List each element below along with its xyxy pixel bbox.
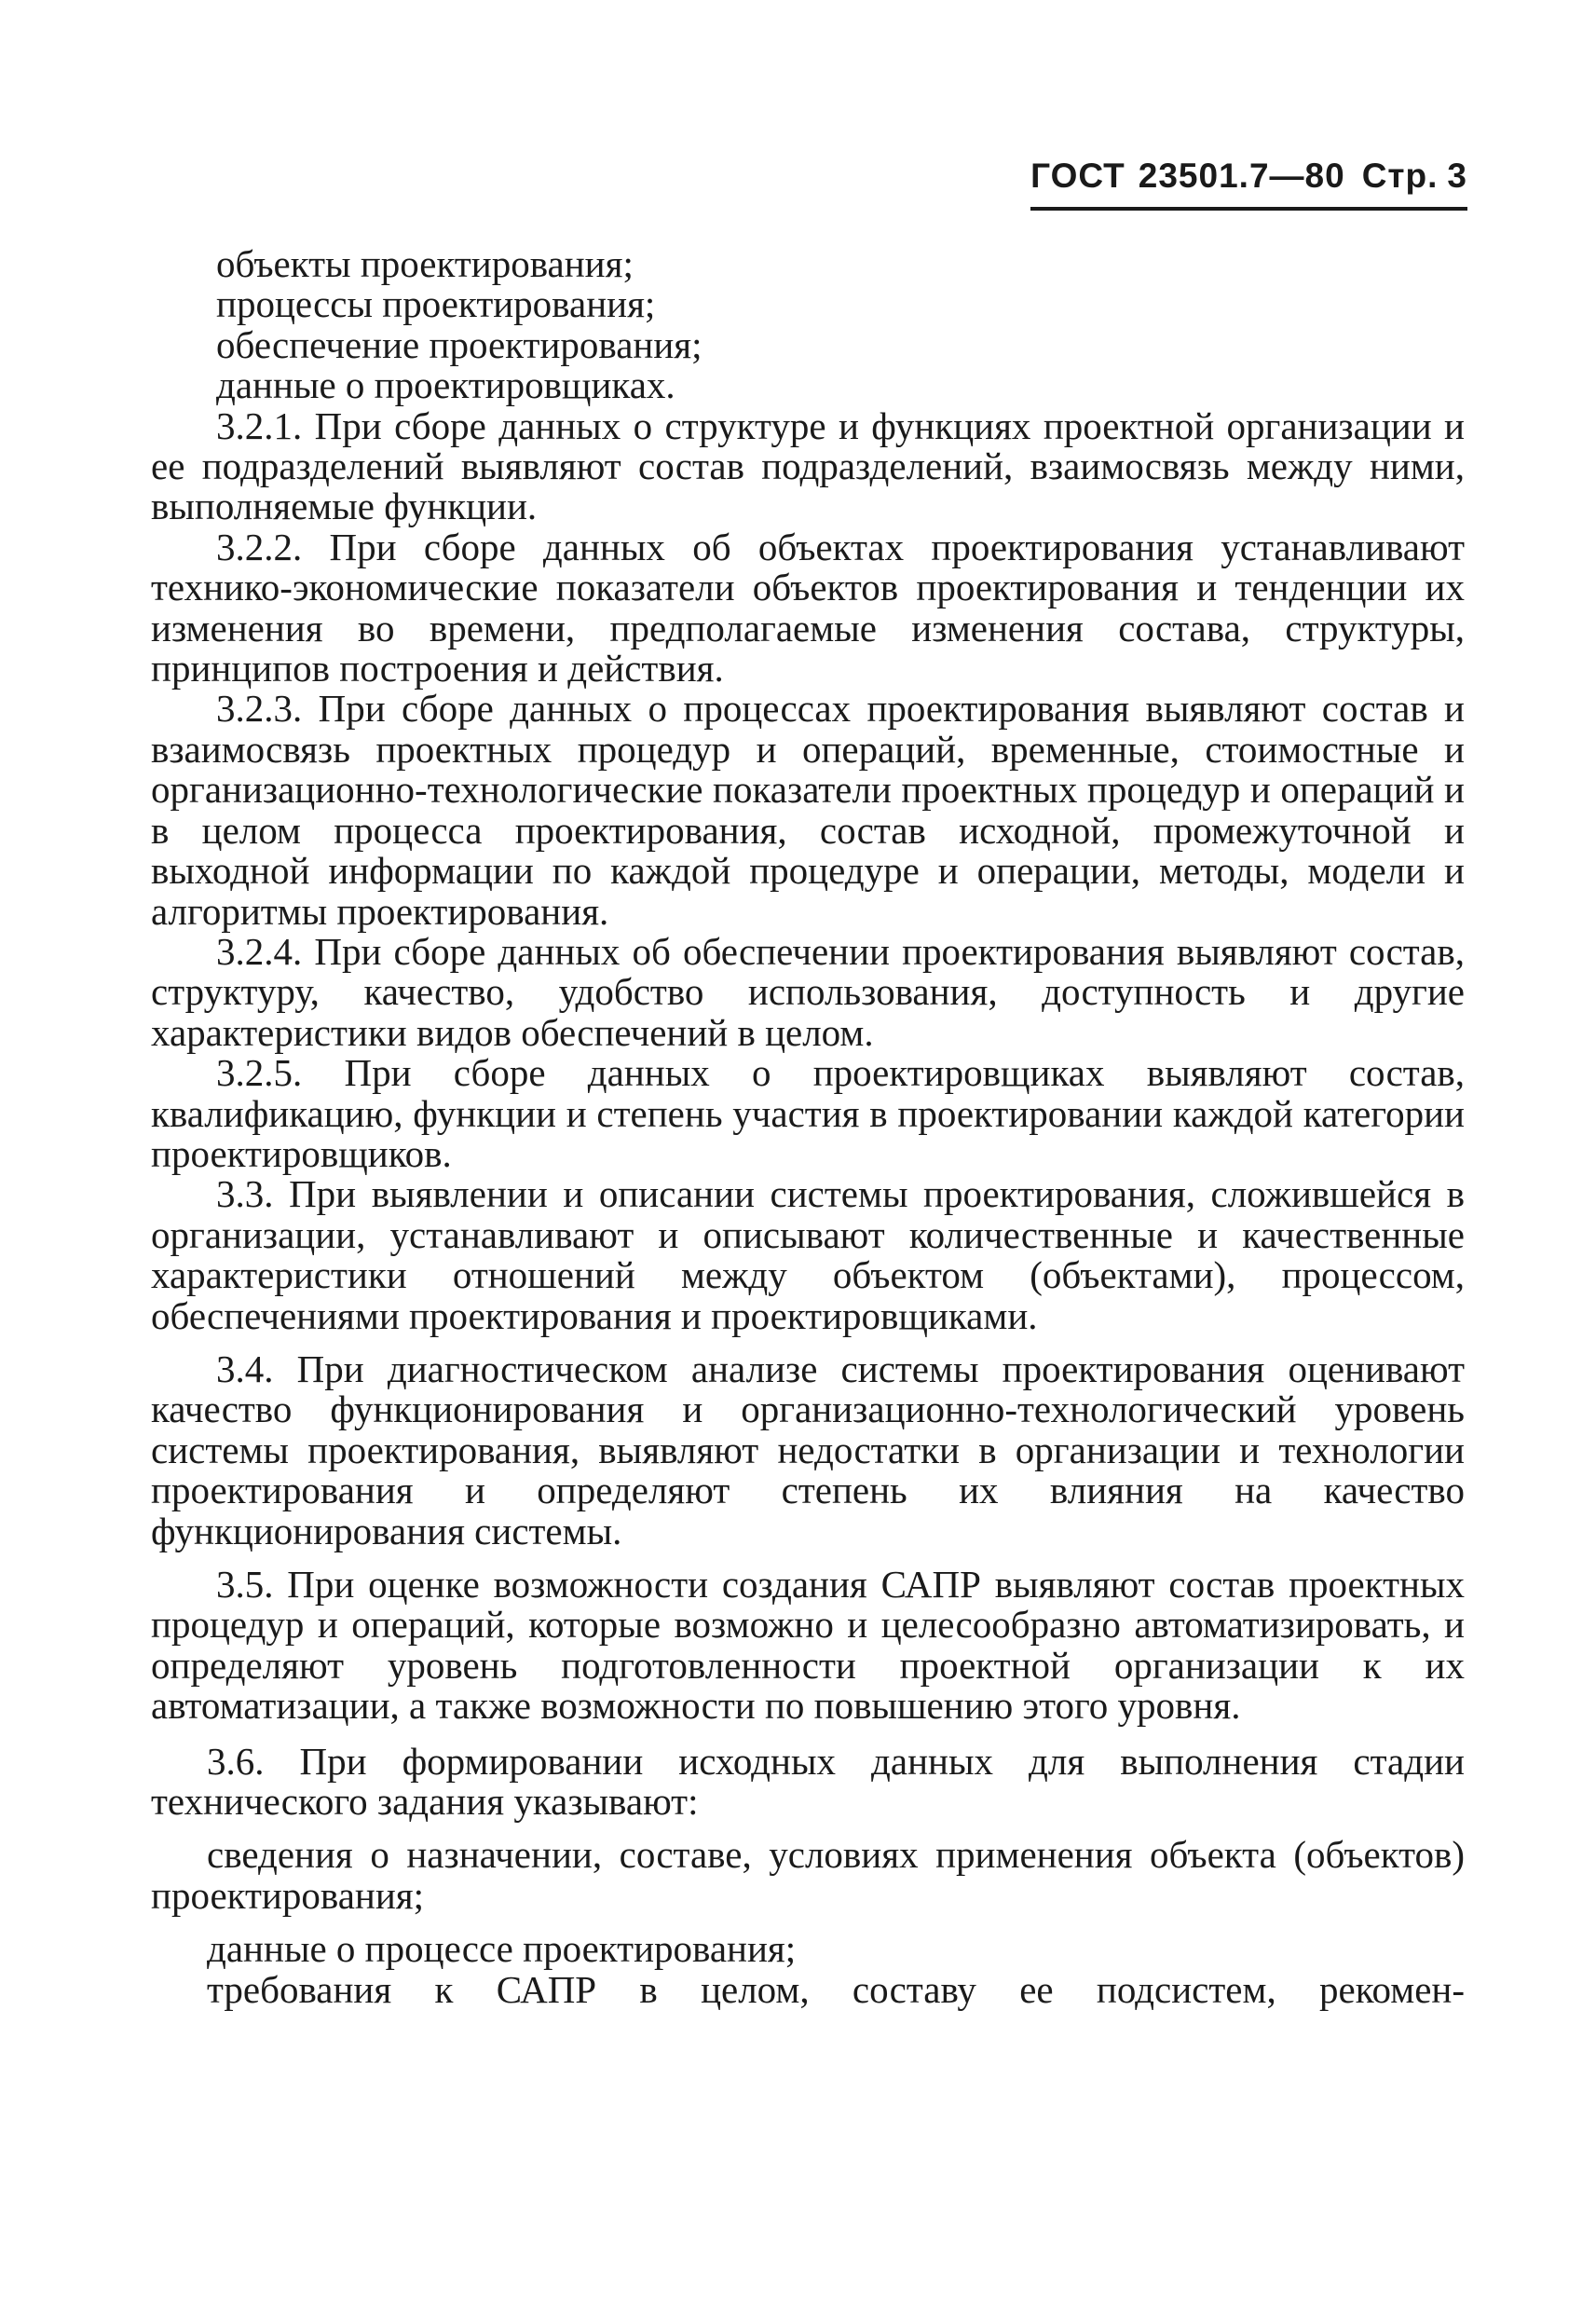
paragraph-3-2-1: 3.2.1. При сборе данных о структуре и функциях проектной организации и ее подразделений выявляют состав подразделений, взаимосвязь между ними, выполняемые функции. [151,403,1465,528]
paragraph-3-6: 3.6. При формировании исходных данных для выполнения стадии технического задания указывают: [151,1739,1465,1824]
page-label: Стр. [1361,157,1439,195]
standard-label: ГОСТ [1030,157,1125,195]
paragraph-3-2-4: 3.2.4. При сборе данных об обеспечении проектирования выявляют состав, структуру, качество, удобство использования, доступность и другие характеристики видов обеспечений в целом. [151,929,1465,1054]
indication-item: сведения о назначении, составе, условиях применения объекта (объектов) проектирования; [151,1833,1465,1917]
page-header [1030,157,1467,211]
list-item: объекты проектирования; [216,242,634,285]
indication-item: данные о процессе проектирования; [207,1927,797,1971]
list-item: данные о проектировщиках. [216,363,675,407]
paragraph-3-5: 3.5. При оценке возможности создания САПР выявляют состав проектных процедур и операций, которые возможно и целесообразно автоматизировать, и определяют уровень подготовленности проектной организации к их автоматизации, а также возможности по повышению этого уровня. [151,1563,1465,1728]
list-item: процессы проектирования; [216,282,656,326]
indication-item: требования к САПР в целом, составу ее подсистем, рекомен- [207,1967,1465,2011]
paragraph-3-4: 3.4. При диагностическом анализе системы проектирования оценивают качество функционирования и организационно-технологический уровень системы проектирования, выявляют недостатки в организации и технологии проектирования и определяют степень их влияния на качество функционирования системы. [151,1347,1465,1552]
list-item: обеспечение проектирования; [216,322,703,366]
paragraph-3-2-2: 3.2.2. При сборе данных об объектах проектирования устанавливают технико-экономические показатели объектов проектирования и тенденции их изменения во времени, предполагаемые изменения состава, структуры, принципов построения и действия. [151,525,1465,691]
paragraph-3-3: 3.3. При выявлении и описании системы проектирования, сложившейся в организации, устанавливают и описывают количественные и качественные характеристики отношений между объектом (объектами), процессом, обеспечениями проектирования и проектировщиками. [151,1172,1465,1337]
paragraph-3-2-3: 3.2.3. При сборе данных о процессах проектирования выявляют состав и взаимосвязь проектных процедур и операций, временные, стоимостные и организационно-технологические показатели проектных процедур и операций и в целом процесса проектирования, состав исходной, промежуточной и выходной информации по каждой процедуре и операции, методы, модели и алгоритмы проектирования. [151,687,1465,933]
paragraph-3-2-5: 3.2.5. При сборе данных о проектировщиках выявляют состав, квалификацию, функции и степень участия в проектировании каждой категории проектировщиков. [151,1051,1465,1175]
document-body [151,244,1465,2010]
standard-code: 23501.7—80 [1138,157,1345,195]
page-number: 3 [1447,157,1467,195]
